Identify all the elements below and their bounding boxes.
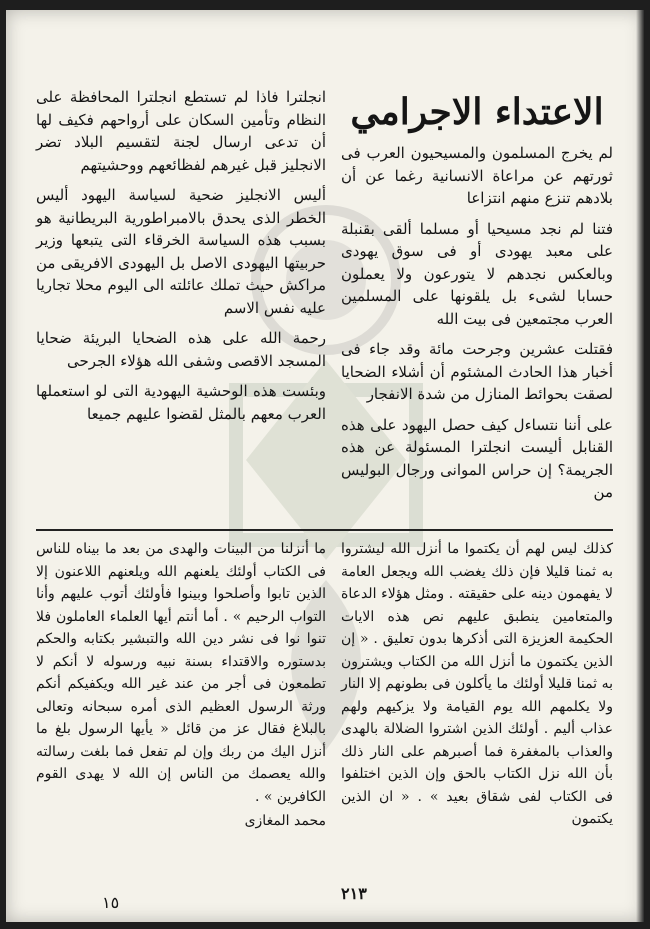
section-divider — [36, 529, 613, 531]
newspaper-page — [6, 10, 644, 922]
bottom-right-column — [341, 538, 613, 831]
paragraph: كذلك ليس لهم أن يكتموا ما أنزل الله ليشتروا به ثمنا قليلا فإن ذلك يغضب الله ويجعل العامة لا يفهمون دينه على حقيقته . ومثل هؤلاء الدعاة والمتعامين ينطبق عليهم نص هذه الايات الحكيمة العزيزة التى أذكرها بدون تعليق . « إن الذين يكتمون ما أنزل الله من الكتاب ويشترون به ثمنا قليلا أولئك ما يأكلون فى بطونهم إلا النار ولا يكلمهم الله يوم القيامة ولا يزكيهم ولهم عذاب أليم . أولئك الذين اشتروا الضلالة بالهدى والعذاب بالمغفرة فما أصبرهم على النار ذلك بأن الله نزل الكتاب بالحق وإن الذين اختلفوا فى الكتاب لفى شقاق بعيد » . « ان الذين يكتمون — [341, 541, 613, 827]
article-title: الاعتداء الاجرامي — [350, 91, 604, 133]
author-signature: محمد المغازى — [244, 813, 326, 829]
article-left-column — [36, 86, 326, 425]
paragraph: أليس الانجليز ضحية لسياسة اليهود أليس الخطر الذى يحدق بالامبراطورية البريطانية هو بسبب هذه السياسة الخرقاء التى يتبعها وزير حربيتها اليهودى الاصل بل اليهودى الافريقى من مراكش حيث تملك عائلته الى اليوم محلا تجاريا عليه نفس الاسم — [36, 186, 326, 317]
paragraph: فقتلت عشرين وجرحت مائة وقد جاء فى أخبار هذا الحادث المشئوم أن أشلاء الضحايا لصقت بحوائط المنازل من شدة الانفجار — [341, 340, 613, 403]
paragraph: على أننا نتساءل كيف حصل اليهود على هذه القنابل أليست انجلترا المسئولة عن هذه الجريمة؟ إن حراس الموانى ورجال البوليس من — [341, 415, 613, 501]
paragraph: وبئست هذه الوحشية اليهودية التى لو استعملها العرب معهم بالمثل لقضوا عليهم جميعا — [36, 382, 326, 423]
page-number-left: ١٥ — [102, 893, 120, 912]
paragraph: انجلترا فاذا لم تستطع انجلترا المحافظة على النظام وتأمين السكان على أرواحهم فكيف لها أن تدعى ارسال لجنة لتقسيم البلاد تضر الانجليز قبل غيرهم لفظائعهم ووحشيتهم — [36, 88, 326, 174]
page-number-right: ٢١٣ — [341, 884, 367, 903]
paragraph: ما أنزلنا من البينات والهدى من بعد ما بيناه للناس فى الكتاب أولئك يلعنهم الله ويلعنهم اللاعنون إلا الذين تابوا وأصلحوا وبينوا فأولئك أتوب عليهم وأنا التواب الرحيم » . أما أنتم أيها العلماء العاملون فلا تنوا نوا فى نشر دين الله والتبشير بكتابه والحكم بدستوره والاقتداء بسنة نبيه ورسوله لا أنكم لا تطمعون فى أجر من عند غير الله ويكفيكم أنكم ورثة الرسول العظيم الذى أمره سبحانه وتعالى بالبلاغ فقال عز من قائل « يأيها الرسول بلغ ما أنزل اليك من ربك وإن لم تفعل فما بلغت رسالته والله يعصمك من الناس إن الله لا يهدى القوم الكافرين » . — [36, 541, 326, 805]
paragraph: فتنا لم نجد مسيحيا أو مسلما ألقى بقنبلة على معبد يهودى أو فى سوق يهودى وبالعكس نجدهم لا يتورعون ولا يعملون حسابا لشىء بل يلقونها على المسلمين العرب مجتمعين فى بيت الله — [341, 219, 613, 328]
paragraph: لم يخرج المسلمون والمسيحيون العرب فى ثورتهم عن مراعاة الانسانية رغما عن أن بلادهم تنزع منهم انتزاعا — [341, 144, 613, 207]
bottom-left-column — [36, 538, 326, 833]
article-right-column — [341, 90, 613, 504]
paragraph: رحمة الله على هذه الضحايا البريئة ضحايا المسجد الاقصى وشفى الله هؤلاء الجرحى — [36, 329, 326, 370]
page-edge-shadow — [636, 10, 644, 922]
